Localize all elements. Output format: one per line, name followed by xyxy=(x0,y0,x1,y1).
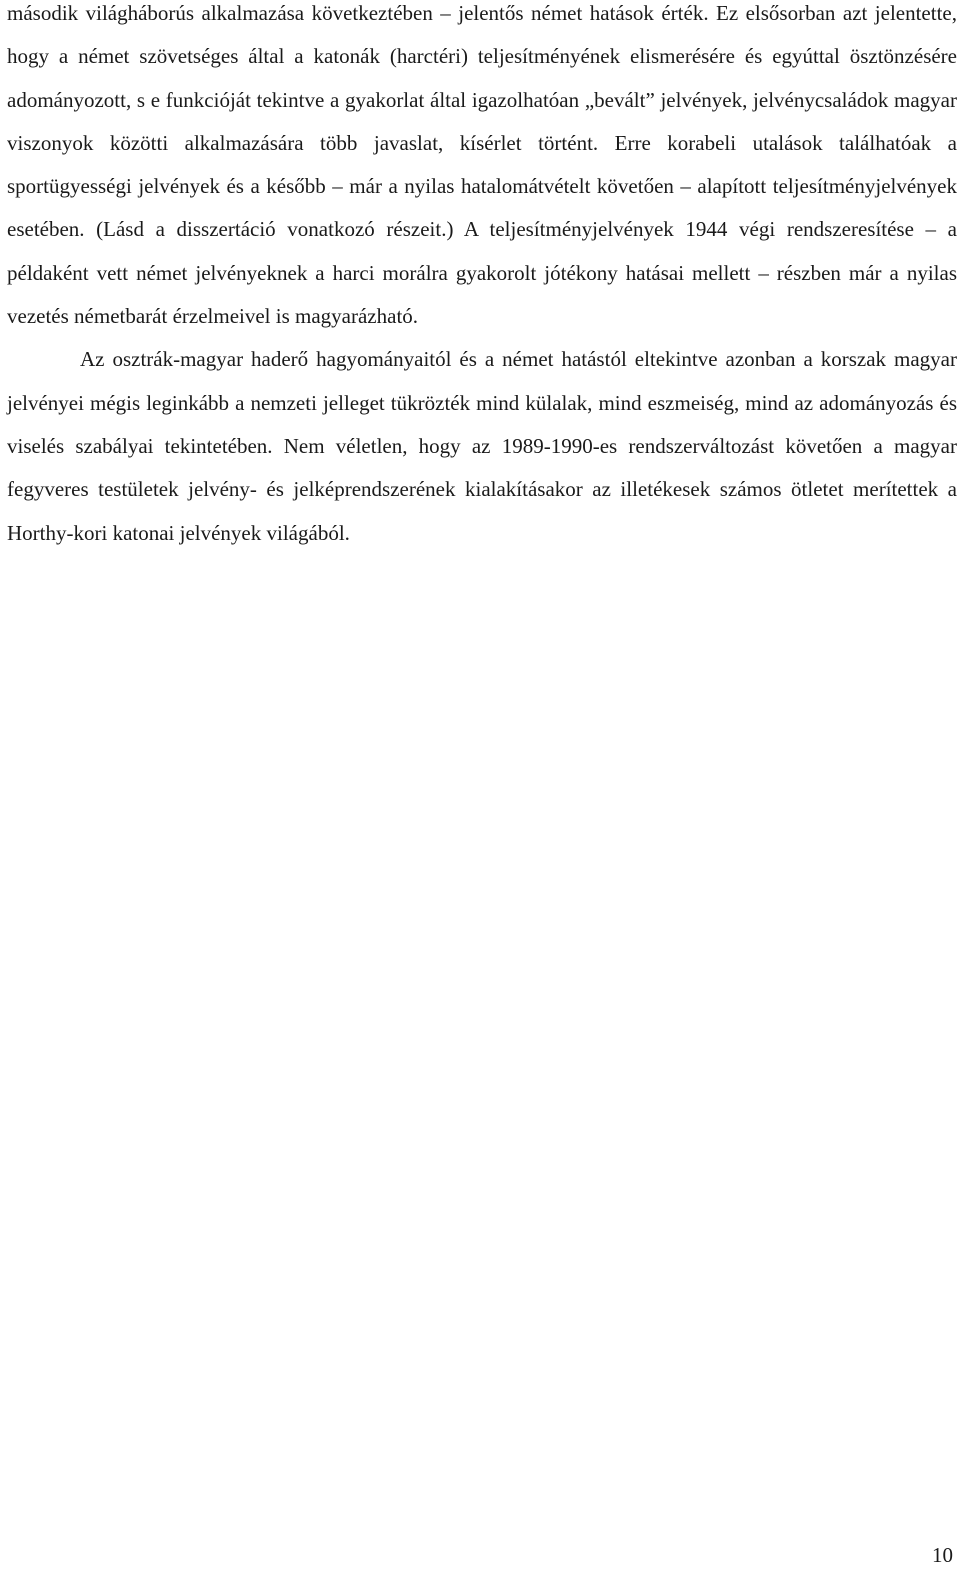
body-paragraph-1: második világháborús alkalmazása következtében – jelentős német hatások érték. Ez elsősorban azt jelentette, hogy a német szövetséges által a katonák (harctéri) teljesítményének elismerésére és egyúttal ösztönzésére adományozott, s e funkcióját tekintve a gyakorlat által igazolhatóan „bevált” jelvények, jelvénycsaládok magyar viszonyok közötti alkalmazására több javaslat, kísérlet történt. Erre korabeli utalások találhatóak a sportügyességi jelvények és a később – már a nyilas hatalomátvételt követően – alapított teljesítményjelvények esetében. (Lásd a disszertáció vonatkozó részeit.) A teljesítményjelvények 1944 végi rendszeresítése – a példaként vett német jelvényeknek a harci morálra gyakorolt jótékony hatásai mellett – részben már a nyilas vezetés németbarát érzelmeivel is magyarázható. xyxy=(7,1,957,329)
body-paragraph-2: Az osztrák-magyar haderő hagyományaitól és a német hatástól eltekintve azonban a korszak magyar jelvényei mégis leginkább a nemzeti jelleget tükrözték mind külalak, mind eszmeiség, mind az adományozás és viselés szabályai tekintetében. Nem véletlen, hogy az 1989-1990-es rendszerváltozást követően a magyar fegyveres testületek jelvény- és jelképrendszerének kialakításakor az illetékesek számos ötletet merítettek a Horthy-kori katonai jelvények világából. xyxy=(7,347,957,545)
document-page xyxy=(7,0,957,555)
page-number: 10 xyxy=(932,1543,953,1567)
